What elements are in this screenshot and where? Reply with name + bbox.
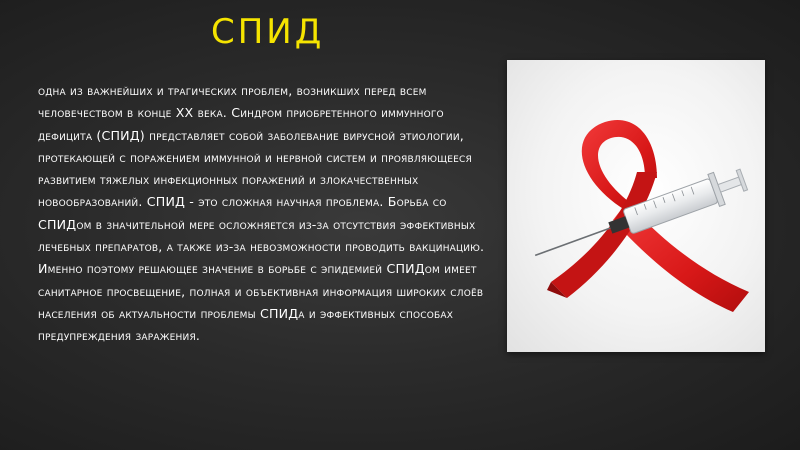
red-ribbon-syringe-icon	[507, 60, 765, 352]
ribbon-syringe-photo	[507, 60, 765, 352]
slide-body-text: одна из важнейших и трагических проблем, возникших перед всем человечеством в конце XX века. Синдром приобретенного иммунного дефицита (СПИД) представляет собой заболевание вирусной этиологии, протекающей с поражением иммунной и нервной систем и проявляющееся развитием тяжелых инфекционных поражений и злокачественных новообразований. СПИД - это сложная научная проблема. Борьба со СПИДом в значительной мере осложняется из-за отсутствия эффективных лечебных препаратов, а также из-за невозможности проводить вакцинацию. Именно поэтому решающее значение в борьбе с эпидемией СПИДом имеет санитарное просвещение, полная и объективная информация широких слоёв населения об актуальности проблемы СПИДа и эффективных способах предупреждения заражения.	[38, 83, 485, 344]
slide-title: СПИД	[211, 12, 325, 52]
